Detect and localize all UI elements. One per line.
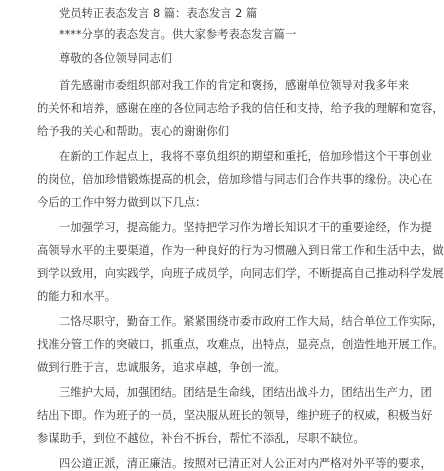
paragraph-2-line-1: 在新的工作起点上，我将不辜负组织的期望和重托，倍加珍惜这个干事创业	[59, 150, 432, 163]
paragraph-2-line-2: 的岗位，倍加珍惜锻炼提高的机会，倍加珍惜与同志们合作共事的缘份。决心在	[37, 173, 433, 186]
greeting-line: 尊敬的各位领导同志们	[59, 52, 172, 65]
paragraph-1-line-1: 首先感谢市委组织部对我工作的肯定和褒扬，感谢单位领导对我多年来	[59, 79, 410, 92]
document-title: 党员转正表态发言 8 篇：表态发言 2 篇	[59, 7, 258, 20]
paragraph-4-line-1: 二恪尽职守，勤奋工作。紧紧围绕市委市政府工作大局，结合单位工作实际，	[59, 315, 444, 328]
paragraph-3-line-3: 到学以致用，向实践学，向班子成员学，向同志们学，不断提高自己推动科学发展	[37, 267, 444, 280]
paragraph-6-line-1: 四公道正派，清正廉洁。按照对已清正对人公正对内严格对外平等的要求，	[59, 457, 432, 470]
paragraph-3-line-2: 高领导水平的主要渠道，作为一种良好的行为习惯融入到日常工作和生活中去，做	[37, 244, 444, 257]
paragraph-1-line-2: 的关怀和培养，感谢在座的各位同志给予我的信任和支持，给予我的理解和宽容，	[37, 102, 444, 115]
paragraph-5-line-2: 结出下即。作为班子的一员，坚决服从班长的领导，维护班子的权威，积极当好	[37, 409, 433, 422]
paragraph-4-line-2: 找准分管工作的突破口，抓重点，攻难点，出特点，显亮点，创造性地开展工作。	[37, 338, 444, 351]
paragraph-3-line-1: 一加强学习，提高能力。坚持把学习作为增长知识才干的重要途经，作为提	[59, 221, 432, 234]
paragraph-5-line-3: 参谋助手，到位不越位，补台不拆台，帮忙不添乱，尽职不缺位。	[37, 432, 365, 445]
paragraph-5-line-1: 三维护大局，加强团结。团结是生命线，团结出战斗力，团结出生产力，团	[59, 386, 432, 399]
paragraph-2-line-3: 今后的工作中努力做到以下几点：	[37, 196, 207, 209]
paragraph-3-line-4: 的能力和水平。	[37, 290, 117, 303]
intro-line: ****分享的表态发言。供大家参考表态发言篇一	[59, 28, 297, 41]
paragraph-4-line-3: 做到行胜于言，忠诚服务，追求卓越，争创一流。	[37, 361, 286, 374]
paragraph-1-line-3: 给予我的关心和帮助。衷心的谢谢你们	[37, 125, 230, 138]
